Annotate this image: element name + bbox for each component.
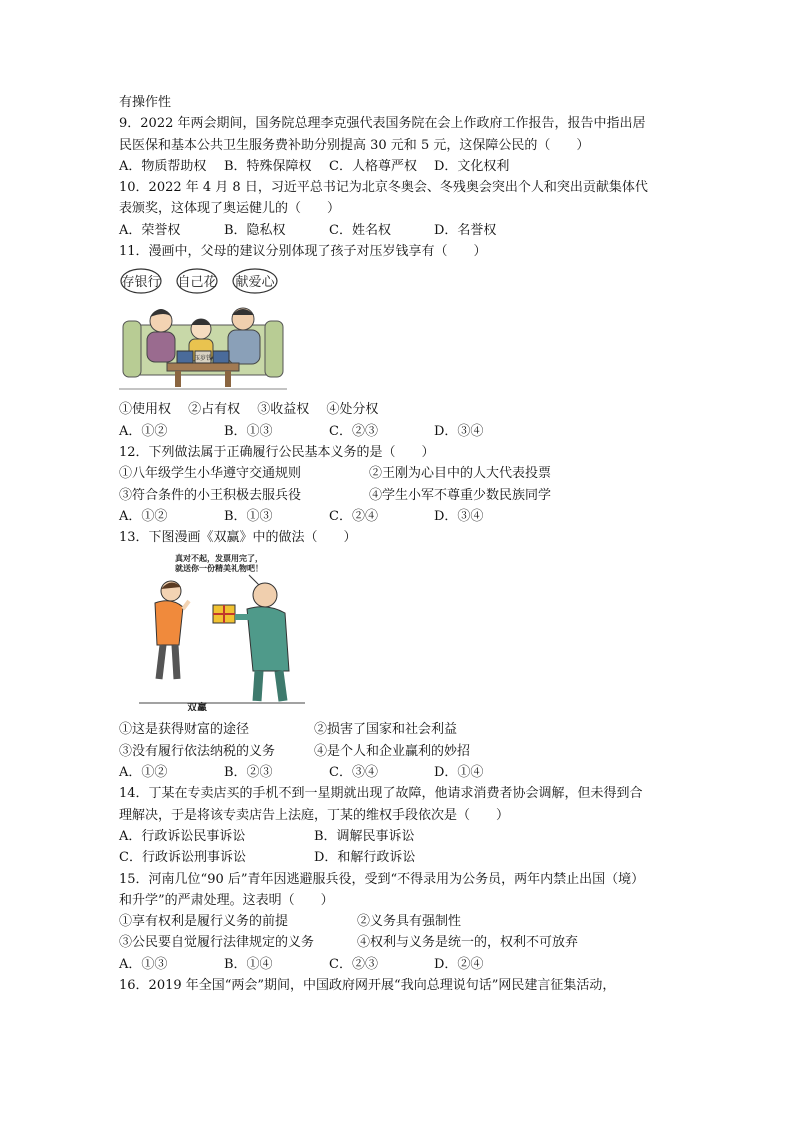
q9-options bbox=[119, 156, 679, 177]
q13-item-4: ④是个人和企业赢利的妙招 bbox=[314, 743, 471, 759]
q12-option-c[interactable]: C．②④ bbox=[329, 508, 378, 524]
speech-line-2: 就送你一份精美礼物吧！ bbox=[175, 564, 263, 574]
bubble-donate: 献爱心 bbox=[235, 275, 275, 291]
q10-options bbox=[119, 220, 679, 241]
q11-options bbox=[119, 421, 679, 442]
q13-items-row1 bbox=[119, 719, 679, 740]
q11-cartoon bbox=[119, 265, 679, 395]
cartoon-caption: 双赢 bbox=[187, 703, 207, 712]
q15-item-4: ④权利与义务是统一的，权利不可放弃 bbox=[357, 935, 579, 951]
q15-item-2: ②义务具有强制性 bbox=[357, 914, 462, 930]
q10-option-c[interactable]: C．姓名权 bbox=[329, 222, 391, 238]
q13-items-row2 bbox=[119, 741, 679, 762]
bubble-spend-self: 自己花 bbox=[177, 275, 217, 291]
q15-option-b[interactable]: B．①④ bbox=[224, 956, 273, 972]
q13-cartoon bbox=[119, 551, 679, 715]
q10-stem-line2: 表颁奖，这体现了奥运健儿的（ ） bbox=[119, 201, 341, 217]
q16-stem-line1: 16．2019 年全国“两会”期间，中国政府网开展“我向总理说句话”网民建言征集活动， bbox=[119, 978, 616, 994]
q14-stem-line1: 14．丁某在专卖店买的手机不到一星期就出现了故障，他请求消费者协会调解，但未得到合 bbox=[119, 786, 643, 802]
q15-items-row2 bbox=[119, 932, 679, 953]
q10-option-a[interactable]: A．荣誉权 bbox=[119, 222, 181, 238]
q9-option-b[interactable]: B．特殊保障权 bbox=[224, 158, 312, 174]
speech-line-1: 真对不起，发票用完了， bbox=[175, 554, 263, 564]
q13-options bbox=[119, 762, 679, 783]
q12-items-row1 bbox=[119, 463, 679, 484]
q9-stem-line1: 9．2022 年两会期间，国务院总理李克强代表国务院在会上作政府工作报告，报告中指出居 bbox=[119, 116, 646, 132]
q13-stem: 13．下图漫画《双赢》中的做法（ ） bbox=[119, 530, 357, 546]
q11-items: ①使用权 ②占有权 ③收益权 ④处分权 bbox=[119, 402, 379, 418]
q9-option-a[interactable]: A．物质帮助权 bbox=[119, 158, 207, 174]
q10-option-d[interactable]: D．名誉权 bbox=[434, 222, 497, 238]
q14-options-row1 bbox=[119, 826, 679, 847]
q11-option-c[interactable]: C．②③ bbox=[329, 423, 378, 439]
q12-item-3: ③符合条件的小王积极去服兵役 bbox=[119, 487, 302, 503]
win-win-cartoon-illustration bbox=[119, 551, 319, 711]
q11-option-b[interactable]: B．①③ bbox=[224, 423, 273, 439]
q14-option-a[interactable]: A．行政诉讼民事诉讼 bbox=[119, 828, 246, 844]
q11-stem: 11．漫画中，父母的建议分别体现了孩子对压岁钱享有（ ） bbox=[119, 244, 487, 260]
q11-option-a[interactable]: A．①② bbox=[119, 423, 168, 439]
q15-option-d[interactable]: D．②④ bbox=[434, 956, 484, 972]
q13-option-c[interactable]: C．③④ bbox=[329, 765, 378, 781]
q12-option-d[interactable]: D．③④ bbox=[434, 508, 484, 524]
q12-items-row2 bbox=[119, 485, 679, 506]
q13-option-d[interactable]: D．①④ bbox=[434, 765, 484, 781]
q13-item-3: ③没有履行依法纳税的义务 bbox=[119, 743, 276, 759]
q14-stem-line2: 理解决，于是将该专卖店告上法庭，丁某的维权手段依次是（ ） bbox=[119, 807, 510, 823]
q10-option-b[interactable]: B．隐私权 bbox=[224, 222, 286, 238]
q15-item-1: ①享有权利是履行义务的前提 bbox=[119, 914, 289, 930]
lead-line: 有操作性 bbox=[119, 95, 172, 110]
q14-options-row2 bbox=[119, 847, 679, 868]
q15-item-3: ③公民要自觉履行法律规定的义务 bbox=[119, 935, 315, 951]
q12-options bbox=[119, 506, 679, 527]
q9-stem-line2: 民医保和基本公共卫生服务费补助分别提高 30 元和 5 元，这保障公民的（ ） bbox=[119, 137, 590, 153]
q9-option-d[interactable]: D．文化权利 bbox=[434, 158, 510, 174]
q12-option-a[interactable]: A．①② bbox=[119, 508, 168, 524]
q11-option-d[interactable]: D．③④ bbox=[434, 423, 484, 439]
red-envelope-label: 压岁钱 bbox=[193, 355, 213, 363]
q15-option-c[interactable]: C．②③ bbox=[329, 956, 378, 972]
q13-item-2: ②损害了国家和社会利益 bbox=[314, 722, 458, 738]
bubble-save-bank: 存银行 bbox=[121, 275, 161, 291]
q14-option-d[interactable]: D．和解行政诉讼 bbox=[314, 850, 416, 866]
q12-option-b[interactable]: B．①③ bbox=[224, 508, 273, 524]
q12-item-4: ④学生小军不尊重少数民族同学 bbox=[369, 487, 552, 503]
q10-stem-line1: 10．2022 年 4 月 8 日，习近平总书记为北京冬奥会、冬残奥会突出个人和突出贡献集体代 bbox=[119, 180, 648, 196]
q14-option-b[interactable]: B．调解民事诉讼 bbox=[314, 828, 415, 844]
family-cartoon-illustration bbox=[119, 265, 287, 391]
q12-stem: 12．下列做法属于正确履行公民基本义务的是（ ） bbox=[119, 444, 435, 460]
q15-items-row1 bbox=[119, 911, 679, 932]
q14-option-c[interactable]: C．行政诉讼刑事诉讼 bbox=[119, 850, 246, 866]
q12-item-1: ①八年级学生小华遵守交通规则 bbox=[119, 466, 302, 482]
q9-option-c[interactable]: C．人格尊严权 bbox=[329, 158, 417, 174]
document-page bbox=[119, 92, 679, 996]
q15-stem-line1: 15．河南几位“90 后”青年因逃避服兵役，受到“不得录用为公务员，两年内禁止出国（境） bbox=[119, 871, 645, 887]
q15-option-a[interactable]: A．①③ bbox=[119, 956, 168, 972]
q13-option-a[interactable]: A．①② bbox=[119, 765, 168, 781]
q13-item-1: ①这是获得财富的途径 bbox=[119, 722, 250, 738]
q15-stem-line2: 和升学”的严肃处理。这表明（ ） bbox=[119, 892, 334, 908]
q15-options bbox=[119, 954, 679, 975]
q12-item-2: ②王刚为心目中的人大代表投票 bbox=[369, 466, 552, 482]
q13-option-b[interactable]: B．②③ bbox=[224, 765, 273, 781]
